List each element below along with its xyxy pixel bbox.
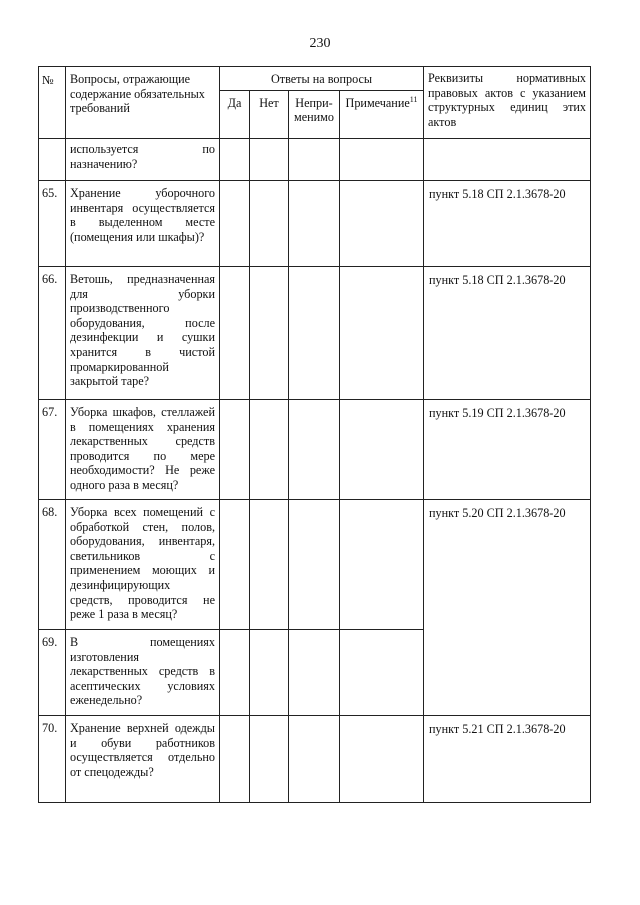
row-requisites [424, 139, 591, 181]
answer-yes-cell[interactable] [220, 139, 250, 181]
header-note: Примечание$^{11}$ [340, 91, 424, 139]
header-no: Нет [250, 91, 289, 139]
table-row [39, 716, 591, 803]
answer-note-cell[interactable] [340, 267, 424, 400]
header-requisites: Реквизиты нормативных правовых актов с указанием структурных единиц этих актов [424, 67, 591, 139]
row-number: 67. [39, 400, 66, 500]
table-row [39, 500, 591, 630]
header-not-applicable: Непри- менимо [289, 91, 340, 139]
header-questions: Вопросы, отражающие содержание обязательных требований [66, 67, 220, 139]
answer-na-cell[interactable] [289, 139, 340, 181]
row-requisites: пункт 5.18 СП 2.1.3678-20 [424, 267, 591, 400]
row-question: Хранение уборочного инвентаря осуществляется в выделенном месте (помещения или шкафы)? [66, 181, 220, 267]
answer-no-cell[interactable] [250, 500, 289, 630]
answer-na-cell[interactable] [289, 400, 340, 500]
row-question: Уборка всех помещений с обработкой стен, полов, оборудования, инвентаря, светильников с применением моющих и дезинфицирующих средств, проводится не реже 1 раза в месяц? [66, 500, 220, 630]
answer-na-cell[interactable] [289, 181, 340, 267]
row-question: Хранение верхней одежды и обуви работников осуществляется отдельно от спецодежды? [66, 716, 220, 803]
answer-no-cell[interactable] [250, 139, 289, 181]
header-answers: Ответы на вопросы [220, 67, 424, 91]
answer-na-cell[interactable] [289, 716, 340, 803]
answer-note-cell[interactable] [340, 181, 424, 267]
answer-no-cell[interactable] [250, 716, 289, 803]
row-number: 65. [39, 181, 66, 267]
table-row [39, 181, 591, 267]
answer-no-cell[interactable] [250, 267, 289, 400]
answer-yes-cell[interactable] [220, 181, 250, 267]
row-number: 68. [39, 500, 66, 630]
row-requisites: пункт 5.20 СП 2.1.3678-20 [424, 500, 591, 716]
answer-yes-cell[interactable] [220, 500, 250, 630]
answer-yes-cell[interactable] [220, 267, 250, 400]
row-number: 70. [39, 716, 66, 803]
row-question: В помещениях изготовления лекарственных средств в асептических условиях еженедельно? [66, 630, 220, 716]
answer-no-cell[interactable] [250, 181, 289, 267]
checklist-table [38, 66, 591, 803]
table-row [39, 267, 591, 400]
row-question: Ветошь, предназначенная для уборки производственного оборудования, после дезинфекции и сушки хранится в чистой промаркированной закрытой таре? [66, 267, 220, 400]
row-question: Уборка шкафов, стеллажей в помещениях хранения лекарственных средств проводится по мере необходимости? Не реже одного раза в месяц? [66, 400, 220, 500]
answer-na-cell[interactable] [289, 630, 340, 716]
row-number [39, 139, 66, 181]
row-number: 69. [39, 630, 66, 716]
answer-yes-cell[interactable] [220, 716, 250, 803]
answer-na-cell[interactable] [289, 500, 340, 630]
answer-note-cell[interactable] [340, 139, 424, 181]
table-row [39, 139, 591, 181]
answer-na-cell[interactable] [289, 267, 340, 400]
answer-note-cell[interactable] [340, 400, 424, 500]
table-row [39, 400, 591, 500]
answer-yes-cell[interactable] [220, 400, 250, 500]
row-requisites: пункт 5.18 СП 2.1.3678-20 [424, 181, 591, 267]
row-requisites: пункт 5.19 СП 2.1.3678-20 [424, 400, 591, 500]
header-number: № [39, 67, 66, 139]
answer-note-cell[interactable] [340, 500, 424, 630]
page-number: 230 [309, 36, 331, 51]
answer-no-cell[interactable] [250, 400, 289, 500]
answer-note-cell[interactable] [340, 630, 424, 716]
row-question: используется по назначению? [66, 139, 220, 181]
row-number: 66. [39, 267, 66, 400]
header-yes: Да [220, 91, 250, 139]
answer-yes-cell[interactable] [220, 630, 250, 716]
answer-note-cell[interactable] [340, 716, 424, 803]
answer-no-cell[interactable] [250, 630, 289, 716]
row-requisites: пункт 5.21 СП 2.1.3678-20 [424, 716, 591, 803]
